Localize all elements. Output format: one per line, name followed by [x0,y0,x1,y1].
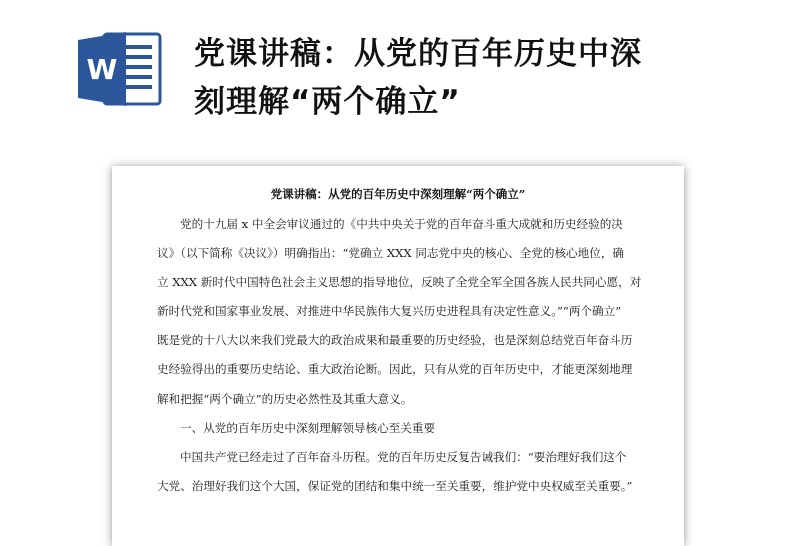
document-title: 党课讲稿：从党的百年历史中深刻理解“两个确立” [270,187,526,201]
word-document-icon [76,28,164,110]
page-title-line-2: 刻理解“两个确立” [194,84,461,120]
page-title-line-1: 党课讲稿：从党的百年历史中深 [194,36,642,72]
paragraph-line: 史经验得出的重要历史结论、重大政治论断。因此，只有从党的百年历史中，才能更深刻地理 [157,362,633,377]
paragraph-line: 立 XXX 新时代中国特色社会主义思想的指导地位，反映了全党全军全国各族人民共同心愿，对 [157,275,642,290]
word-icon-letter: W [86,53,118,86]
paragraph-line: 解和把握“两个确立”的历史必然性及其重大意义。 [157,391,413,406]
paragraph-line: 既是党的十八大以来我们党最大的政治成果和最重要的历史经验，也是深刻总结党百年奋斗历 [157,333,633,348]
paragraph-line: 议》（以下简称《决议》）明确指出：“党确立 XXX 同志党中央的核心、全党的核心地位，确 [157,246,625,261]
document-body [157,210,643,501]
paragraph-line: 中国共产党已经走过了百年奋斗历程。党的百年历史反复告诫我们：“要治理好我们这个 [180,449,627,464]
document-page-preview [112,166,684,546]
header [0,0,800,150]
section-heading: 一、从党的百年历史中深刻理解领导核心至关重要 [180,420,436,435]
page-title [194,30,754,126]
paragraph-line: 大党、治理好我们这个大国，保证党的团结和集中统一至关重要，维护党中央权威至关重要。” [157,478,633,493]
paragraph-line: 党的十九届 x 中全会审议通过的《中共中央关于党的百年奋斗重大成就和历史经验的决 [180,217,623,231]
paragraph-line: 新时代党和国家事业发展、对推进中华民族伟大复兴历史进程具有决定性意义。”“两个确立” [157,304,622,319]
